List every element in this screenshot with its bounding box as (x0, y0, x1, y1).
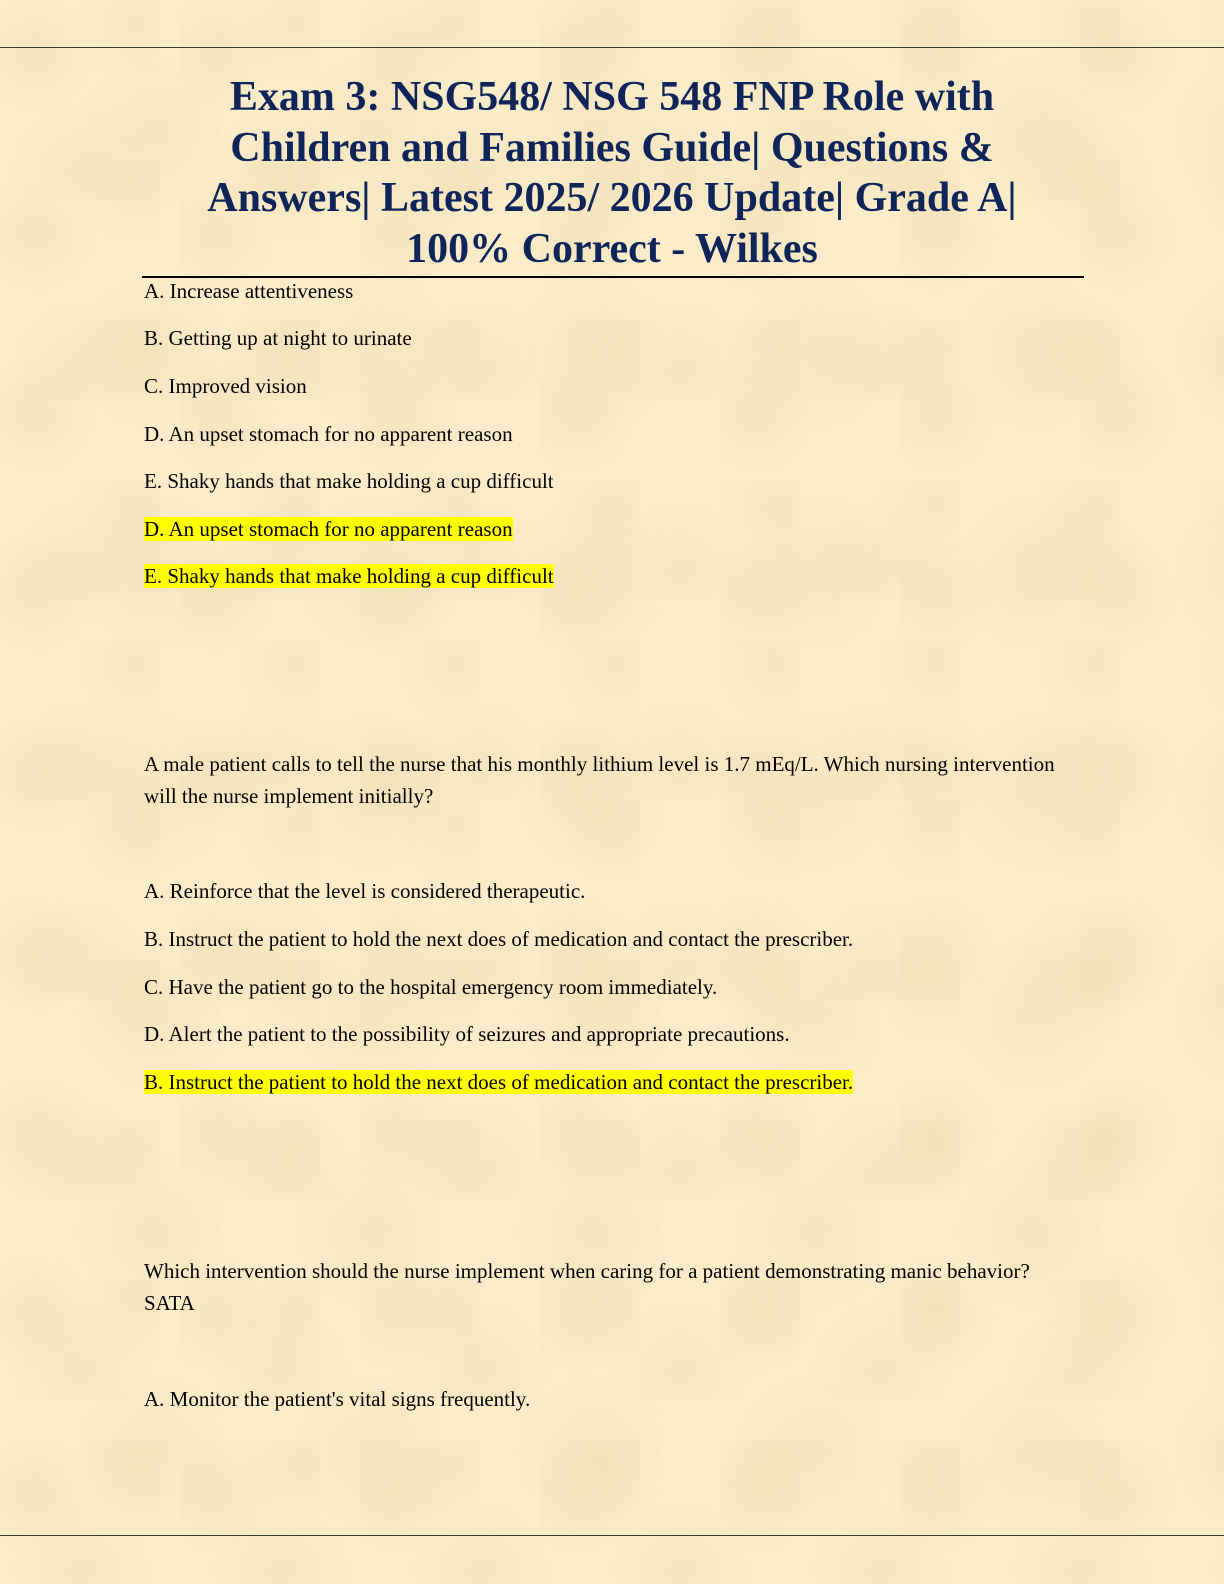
q1-answer-e (144, 563, 554, 589)
q2-option-a: A. Reinforce that the level is considered therapeutic. (144, 879, 586, 903)
q3-question-text: Which intervention should the nurse implement when caring for a patient demonstrating manic behavior? SATA (144, 1259, 1030, 1315)
page-top-rule (0, 47, 1224, 48)
q1-option-d: D. An upset stomach for no apparent reason (144, 422, 513, 446)
answer-highlight: E. Shaky hands that make holding a cup difficult (144, 564, 554, 588)
q2-option-c: C. Have the patient go to the hospital emergency room immediately. (144, 975, 718, 999)
q3-option-a: A. Monitor the patient's vital signs frequently. (144, 1387, 531, 1411)
answer-highlight: B. Instruct the patient to hold the next does of medication and contact the prescriber. (144, 1070, 854, 1094)
q2-answer-b (144, 1069, 853, 1095)
q2-question-text: A male patient calls to tell the nurse that his monthly lithium level is 1.7 mEq/L. Which nursing intervention will the nurse implement initially? (144, 752, 1055, 808)
q1-option-a: A. Increase attentiveness (144, 279, 354, 303)
q1-answer-d (144, 516, 513, 542)
document-title: Exam 3: NSG548/ NSG 548 FNP Role with Children and Families Guide| Questions & Answers| Latest 2025/ 2026 Update| Grade A| 100% Correct - Wilkes (207, 74, 1017, 272)
answer-highlight: D. An upset stomach for no apparent reason (144, 517, 513, 541)
q2-option-b: B. Instruct the patient to hold the next does of medication and contact the prescriber. (144, 927, 854, 951)
q1-option-e: E. Shaky hands that make holding a cup difficult (144, 469, 554, 493)
q1-option-b: B. Getting up at night to urinate (144, 326, 412, 350)
page-bottom-rule (0, 1535, 1224, 1536)
q2-option-d: D. Alert the patient to the possibility of seizures and appropriate precautions. (144, 1022, 790, 1046)
q1-option-c: C. Improved vision (144, 374, 307, 398)
